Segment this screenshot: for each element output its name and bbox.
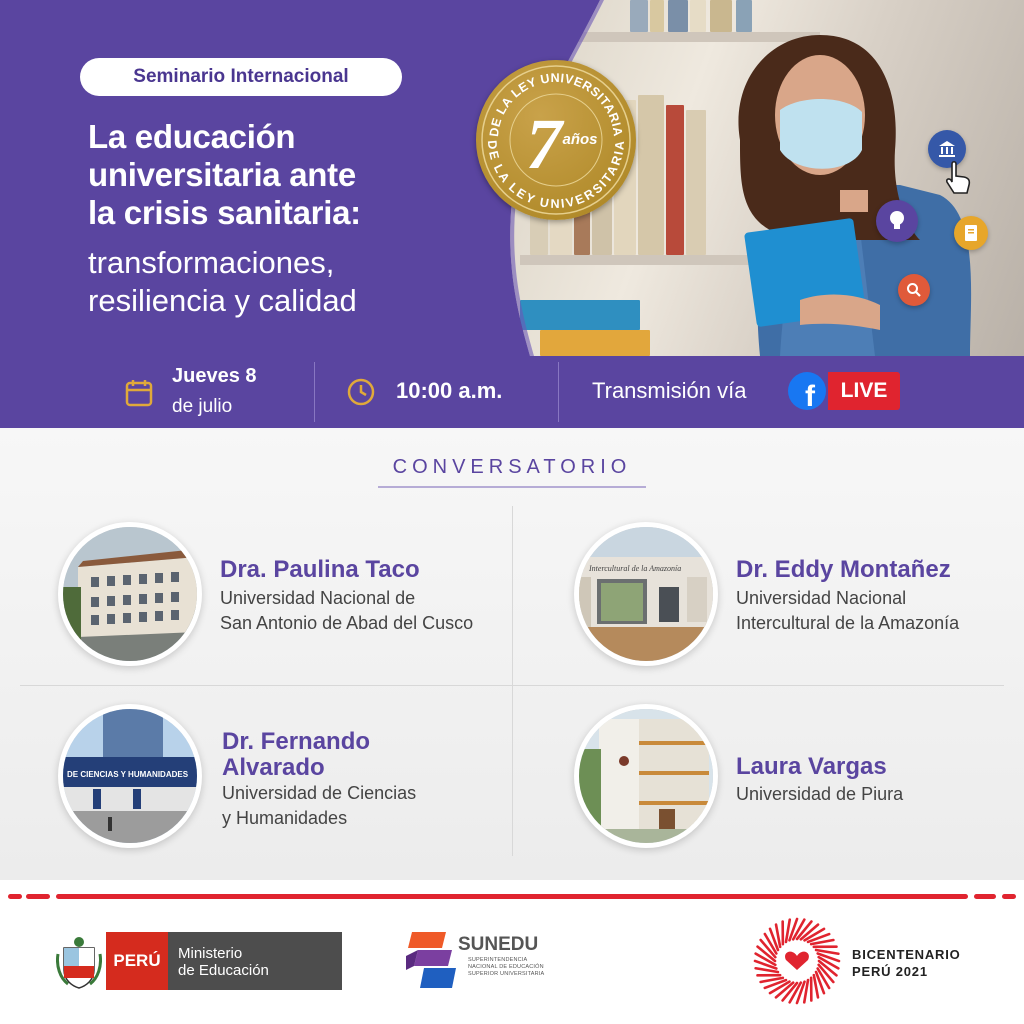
- speaker-photo-cusco: [58, 522, 202, 666]
- speaker-photo-humanidades: [58, 704, 202, 848]
- bicentenario-line: BICENTENARIO: [852, 947, 961, 962]
- university-line: Universidad Nacional: [736, 588, 907, 608]
- speaker-university: [736, 782, 903, 807]
- bicentenario-logo-icon: [752, 916, 842, 1006]
- speaker-name: Laura Vargas: [736, 753, 887, 780]
- seal-number: 7: [526, 104, 562, 184]
- hero-banner: [0, 0, 1024, 356]
- search-icon: [898, 274, 930, 306]
- seal-ring-top: DE LA LEY UNIVERSITARIA: [486, 70, 626, 138]
- title-line: La educación: [88, 118, 296, 155]
- university-line: San Antonio de Abad del Cusco: [220, 613, 474, 633]
- speaker-university: [736, 586, 959, 636]
- anniversary-seal: [476, 60, 636, 220]
- seal-unit: años: [562, 131, 598, 148]
- facebook-icon[interactable]: f: [788, 372, 826, 410]
- footer-line: [1002, 894, 1016, 899]
- event-time: 10:00 a.m.: [396, 378, 503, 403]
- sunedu-line: SUPERINTENDENCIA: [468, 957, 528, 963]
- university-line: Universidad de Ciencias: [222, 783, 417, 803]
- grid-divider: [20, 685, 1004, 686]
- section-title: CONVERSATORIO: [392, 456, 632, 478]
- event-title: [88, 118, 361, 232]
- photo-sign-amazonia: Intercultural de la Amazonía: [589, 564, 682, 573]
- event-subtitle: [88, 244, 357, 320]
- minedu-logo: [168, 932, 342, 990]
- university-line: Universidad de Piura: [736, 784, 904, 804]
- grid-divider: [512, 506, 513, 856]
- event-month: de julio: [172, 396, 233, 417]
- divider: [314, 362, 315, 422]
- minedu-line: Ministerio: [178, 945, 243, 962]
- bicentenario-text: [852, 946, 961, 980]
- section-underline: [378, 486, 646, 488]
- title-line: universitaria ante: [88, 156, 356, 193]
- speaker-name: Dra. Paulina Taco: [220, 556, 420, 583]
- live-badge[interactable]: LIVE: [828, 372, 900, 410]
- sunedu-line: NACIONAL DE EDUCACIÓN: [468, 964, 544, 970]
- book-icon: [954, 216, 988, 250]
- sunedu-logo-icon: [404, 930, 456, 992]
- speaker-photo-amazonia: [574, 522, 718, 666]
- footer-line: [974, 894, 996, 899]
- divider: [558, 362, 559, 422]
- speaker-university: [220, 586, 473, 636]
- clock-icon: [346, 377, 376, 407]
- speaker-name: [222, 729, 370, 781]
- university-line: Universidad Nacional de: [220, 588, 416, 608]
- peru-coat-of-arms-icon: [56, 934, 102, 990]
- university-line: Intercultural de la Amazonía: [736, 613, 960, 633]
- lightbulb-icon: [876, 200, 918, 242]
- seal-ring-bottom: DE LA LEY UNIVERSITARIA: [484, 139, 628, 212]
- seminar-pill: Seminario Internacional: [80, 58, 402, 96]
- speaker-university: [222, 781, 416, 831]
- event-info-bar: [0, 356, 1024, 428]
- minedu-line: de Educación: [178, 962, 269, 979]
- footer-line: [56, 894, 968, 899]
- university-line: y Humanidades: [222, 808, 348, 828]
- speaker-name-line: Dr. Fernando: [222, 728, 371, 755]
- speaker-photo-piura: [574, 704, 718, 848]
- subtitle-line: resiliencia y calidad: [88, 283, 357, 318]
- peru-label: PERÚ: [106, 932, 168, 990]
- footer-line: [8, 894, 22, 899]
- speaker-name-line: Alvarado: [222, 754, 325, 781]
- footer-line: [26, 894, 50, 899]
- pointer-hand-icon: [944, 160, 974, 196]
- sunedu-line: SUPERIOR UNIVERSITARIA: [468, 971, 545, 977]
- sunedu-subtitle: [468, 957, 544, 978]
- photo-sign-humanidades: DE CIENCIAS Y HUMANIDADES: [67, 770, 189, 779]
- calendar-icon: [124, 378, 154, 408]
- speaker-name: Dr. Eddy Montañez: [736, 556, 951, 583]
- event-day: Jueves 8: [172, 365, 257, 387]
- sunedu-name: SUNEDU: [458, 934, 539, 955]
- bicentenario-line: PERÚ 2021: [852, 964, 928, 979]
- subtitle-line: transformaciones,: [88, 245, 335, 280]
- title-line: la crisis sanitaria:: [88, 194, 361, 231]
- transmission-label: Transmisión vía: [592, 378, 747, 403]
